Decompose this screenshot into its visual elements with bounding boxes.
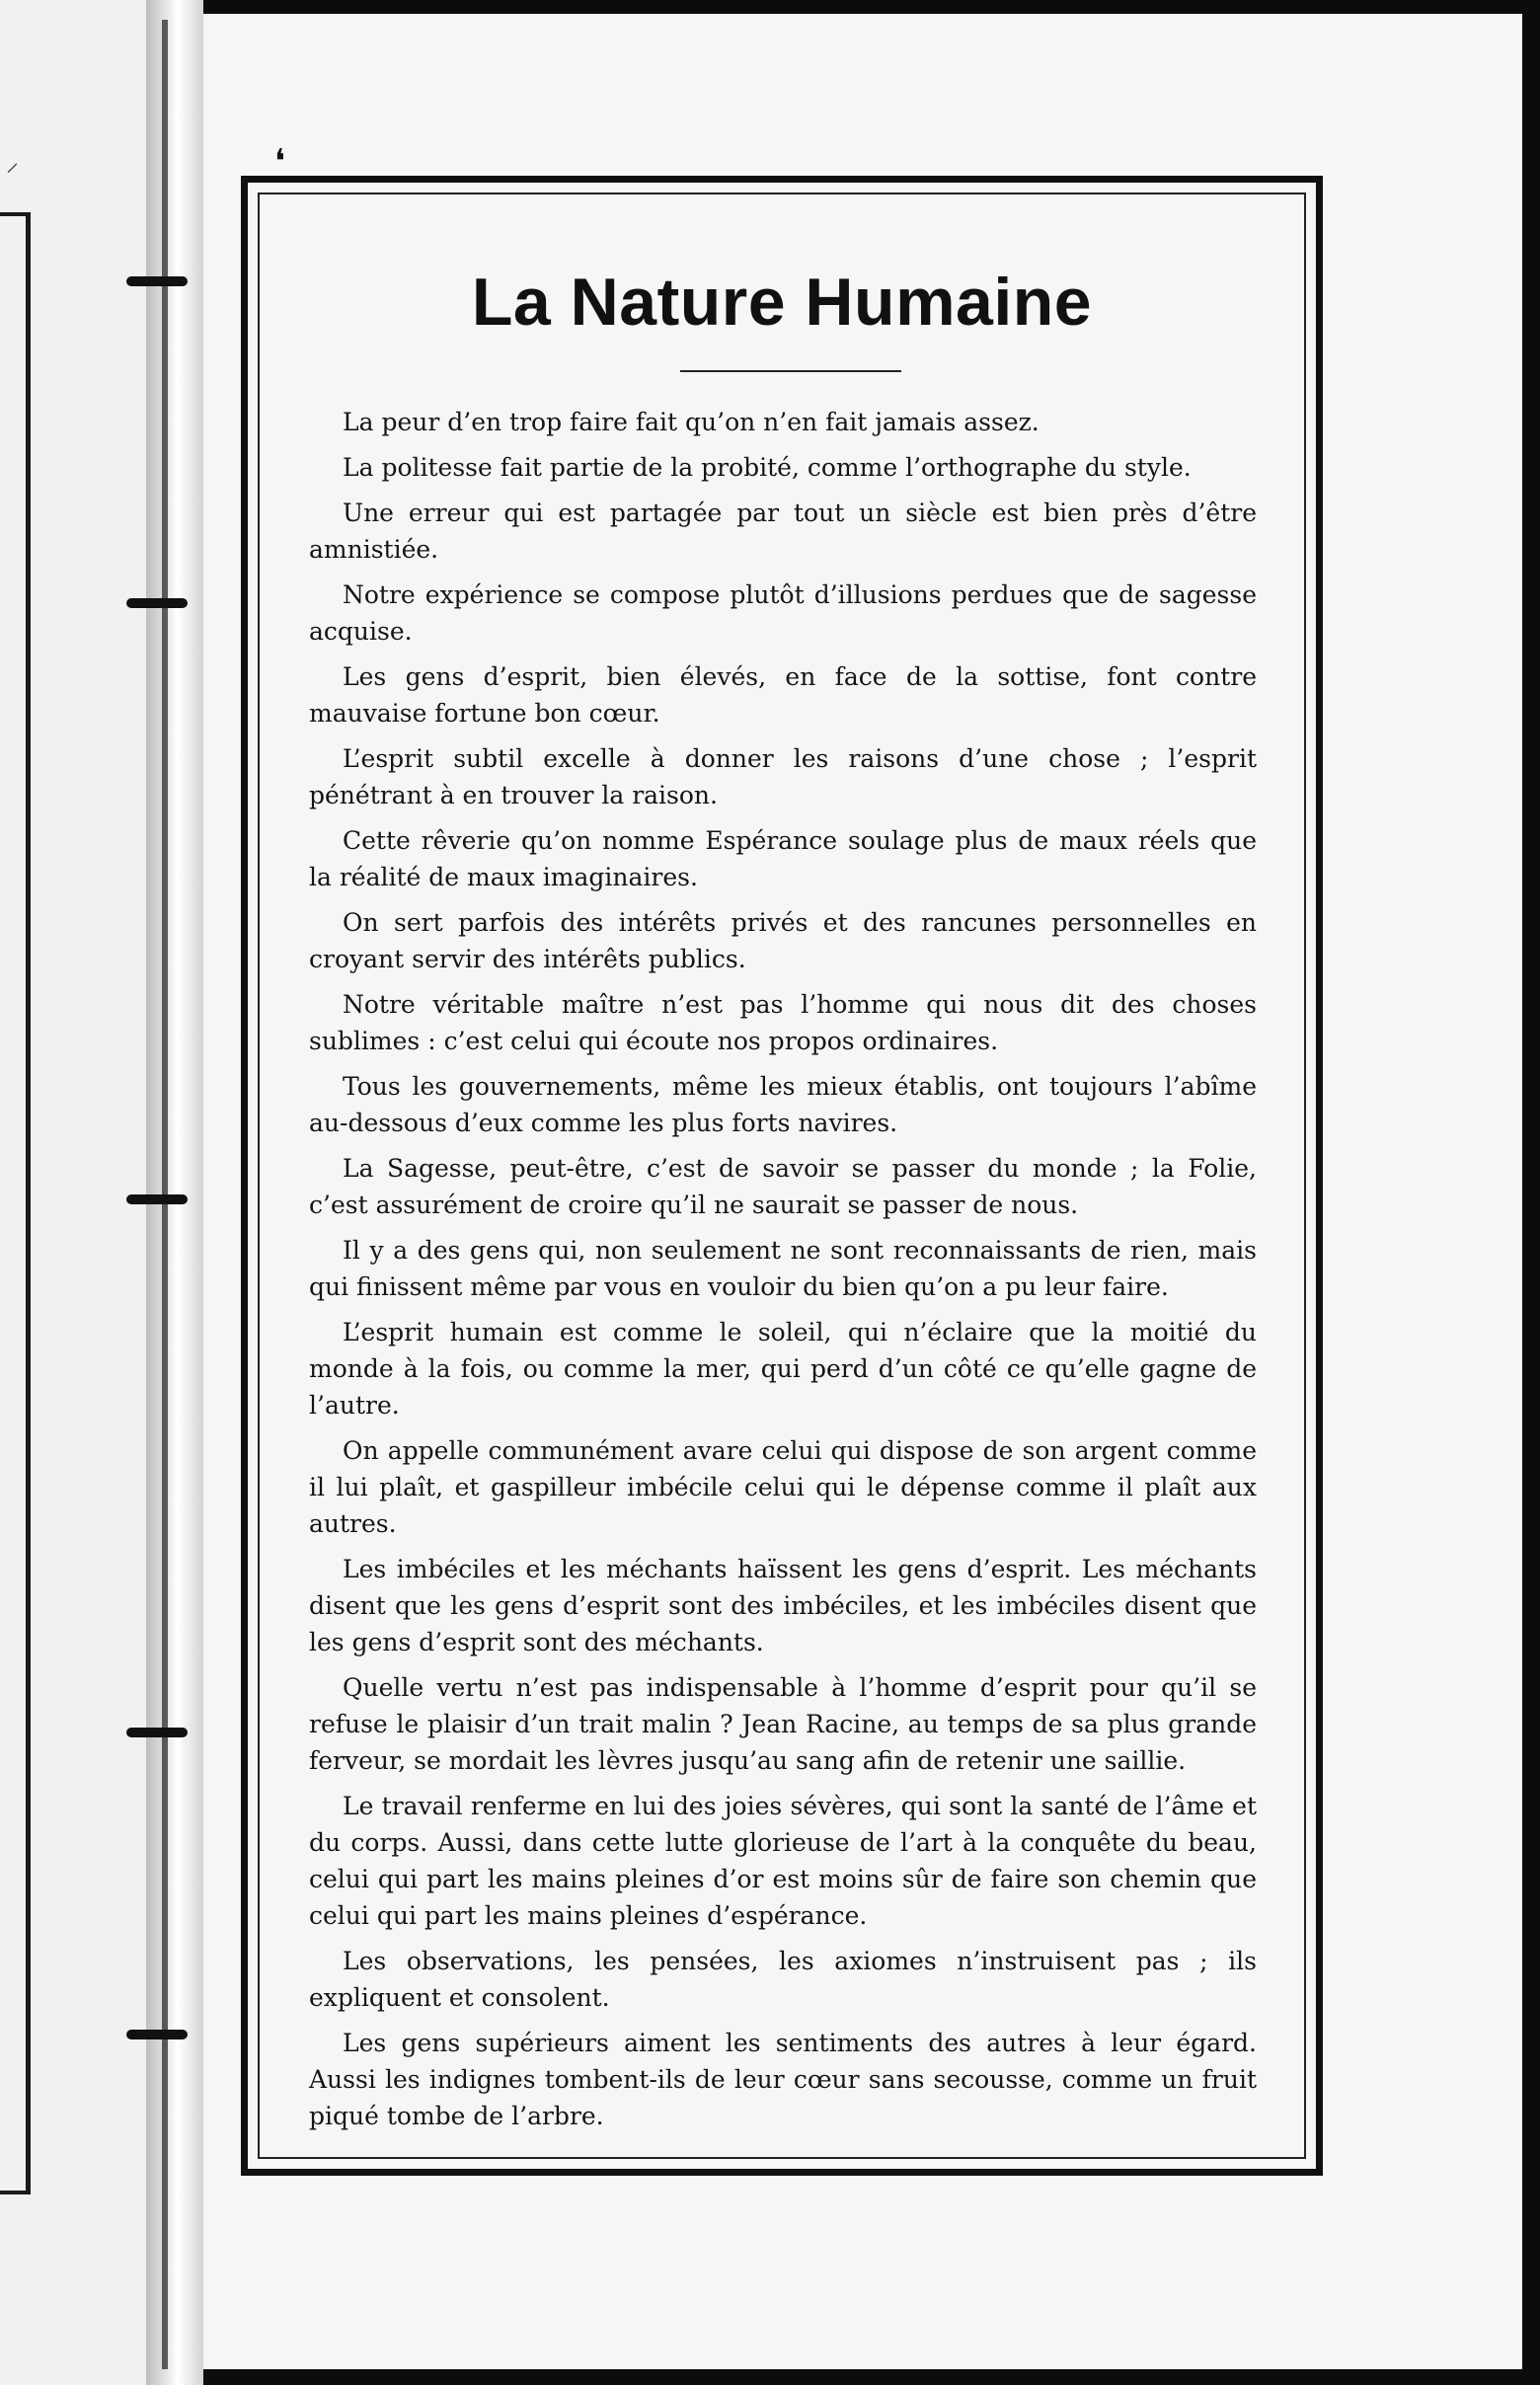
book-gutter [146,0,203,2385]
maxim-paragraph: La peur d’en trop faire fait qu’on n’en fait jamais assez. [343,408,1040,436]
maxim-paragraph: Cette rêverie qu’on nomme Espérance soulage plus de maux réels que la réalité de maux imaginaires. [309,826,1257,891]
maxim-paragraph: Notre expérience se compose plutôt d’illusions perdues que de sagesse acquise. [309,580,1257,646]
left-page-mark: ⸝ [6,148,20,178]
binding-stitch [126,276,188,286]
maxim-paragraph: Une erreur qui est partagée par tout un siècle est bien près d’être amnistiée. [309,499,1257,564]
maxims-list [309,404,1257,2143]
page-frame-inner [258,192,1306,2159]
binding-stitch [126,1194,188,1204]
binding-stitch [126,1728,188,1737]
left-page-border [0,212,31,2194]
maxim-paragraph: Les gens d’esprit, bien élevés, en face de la sottise, font contre mauvaise fortune bon cœur. [309,662,1257,728]
maxim-paragraph: Les observations, les pensées, les axiomes n’instruisent pas ; ils expliquent et consolent. [309,1947,1257,2012]
maxim-paragraph: Le travail renferme en lui des joies sévères, qui sont la santé de l’âme et du corps. Aussi, dans cette lutte glorieuse de l’art à la conquête du beau, celui qui part les mains pleines d’or est moins sûr de faire son chemin que celui qui part les mains pleines d’espérance. [309,1792,1257,1930]
maxim-paragraph: Les imbéciles et les méchants haïssent les gens d’esprit. Les méchants disent que les gens d’esprit sont des imbéciles, et les imbéciles disent que les gens d’esprit sont des méchants. [309,1555,1257,1656]
maxim-paragraph: L’esprit subtil excelle à donner les raisons d’une chose ; l’esprit pénétrant à en trouver la raison. [309,744,1257,809]
page-title: La Nature Humaine [471,265,1093,340]
maxim-paragraph: On sert parfois des intérêts privés et des rancunes personnelles en croyant servir des intérêts publics. [309,908,1257,973]
maxim-paragraph: Quelle vertu n’est pas indispensable à l’homme d’esprit pour qu’il se refuse le plaisir d’un trait malin ? Jean Racine, au temps de sa plus grande ferveur, se mordait les lèvres jusqu’au sang afin de retenir une saillie. [309,1673,1257,1775]
title-rule [680,370,901,372]
document-page [203,14,1522,2369]
maxim-paragraph: La politesse fait partie de la probité, comme l’orthographe du style. [343,453,1192,482]
page-corner-mark: ❛ [274,142,285,182]
maxim-paragraph: Il y a des gens qui, non seulement ne sont reconnaissants de rien, mais qui finissent même par vous en vouloir du bien qu’on a pu leur faire. [309,1236,1257,1301]
maxim-paragraph: L’esprit humain est comme le soleil, qui n’éclaire que la moitié du monde à la fois, ou comme la mer, qui perd d’un côté ce qu’elle gagne de l’autre. [309,1318,1257,1420]
maxim-paragraph: La Sagesse, peut-être, c’est de savoir se passer du monde ; la Folie, c’est assurément de croire qu’il ne saurait se passer de nous. [309,1154,1257,1219]
binding-stitch [126,2030,188,2039]
maxim-paragraph: Tous les gouvernements, même les mieux établis, ont toujours l’abîme au-dessous d’eux comme les plus forts navires. [309,1072,1257,1137]
maxim-paragraph: Les gens supérieurs aiment les sentiments des autres à leur égard. Aussi les indignes tombent-ils de leur cœur sans secousse, comme un fruit piqué tombe de l’arbre. [309,2029,1257,2130]
page-frame [241,176,1323,2176]
maxim-paragraph: On appelle communément avare celui qui dispose de son argent comme il lui plaît, et gaspilleur imbécile celui qui le dépense comme il plaît aux autres. [309,1436,1257,1538]
binding-stitch [126,598,188,608]
maxim-paragraph: Notre véritable maître n’est pas l’homme qui nous dit des choses sublimes : c’est celui qui écoute nos propos ordinaires. [309,990,1257,1055]
